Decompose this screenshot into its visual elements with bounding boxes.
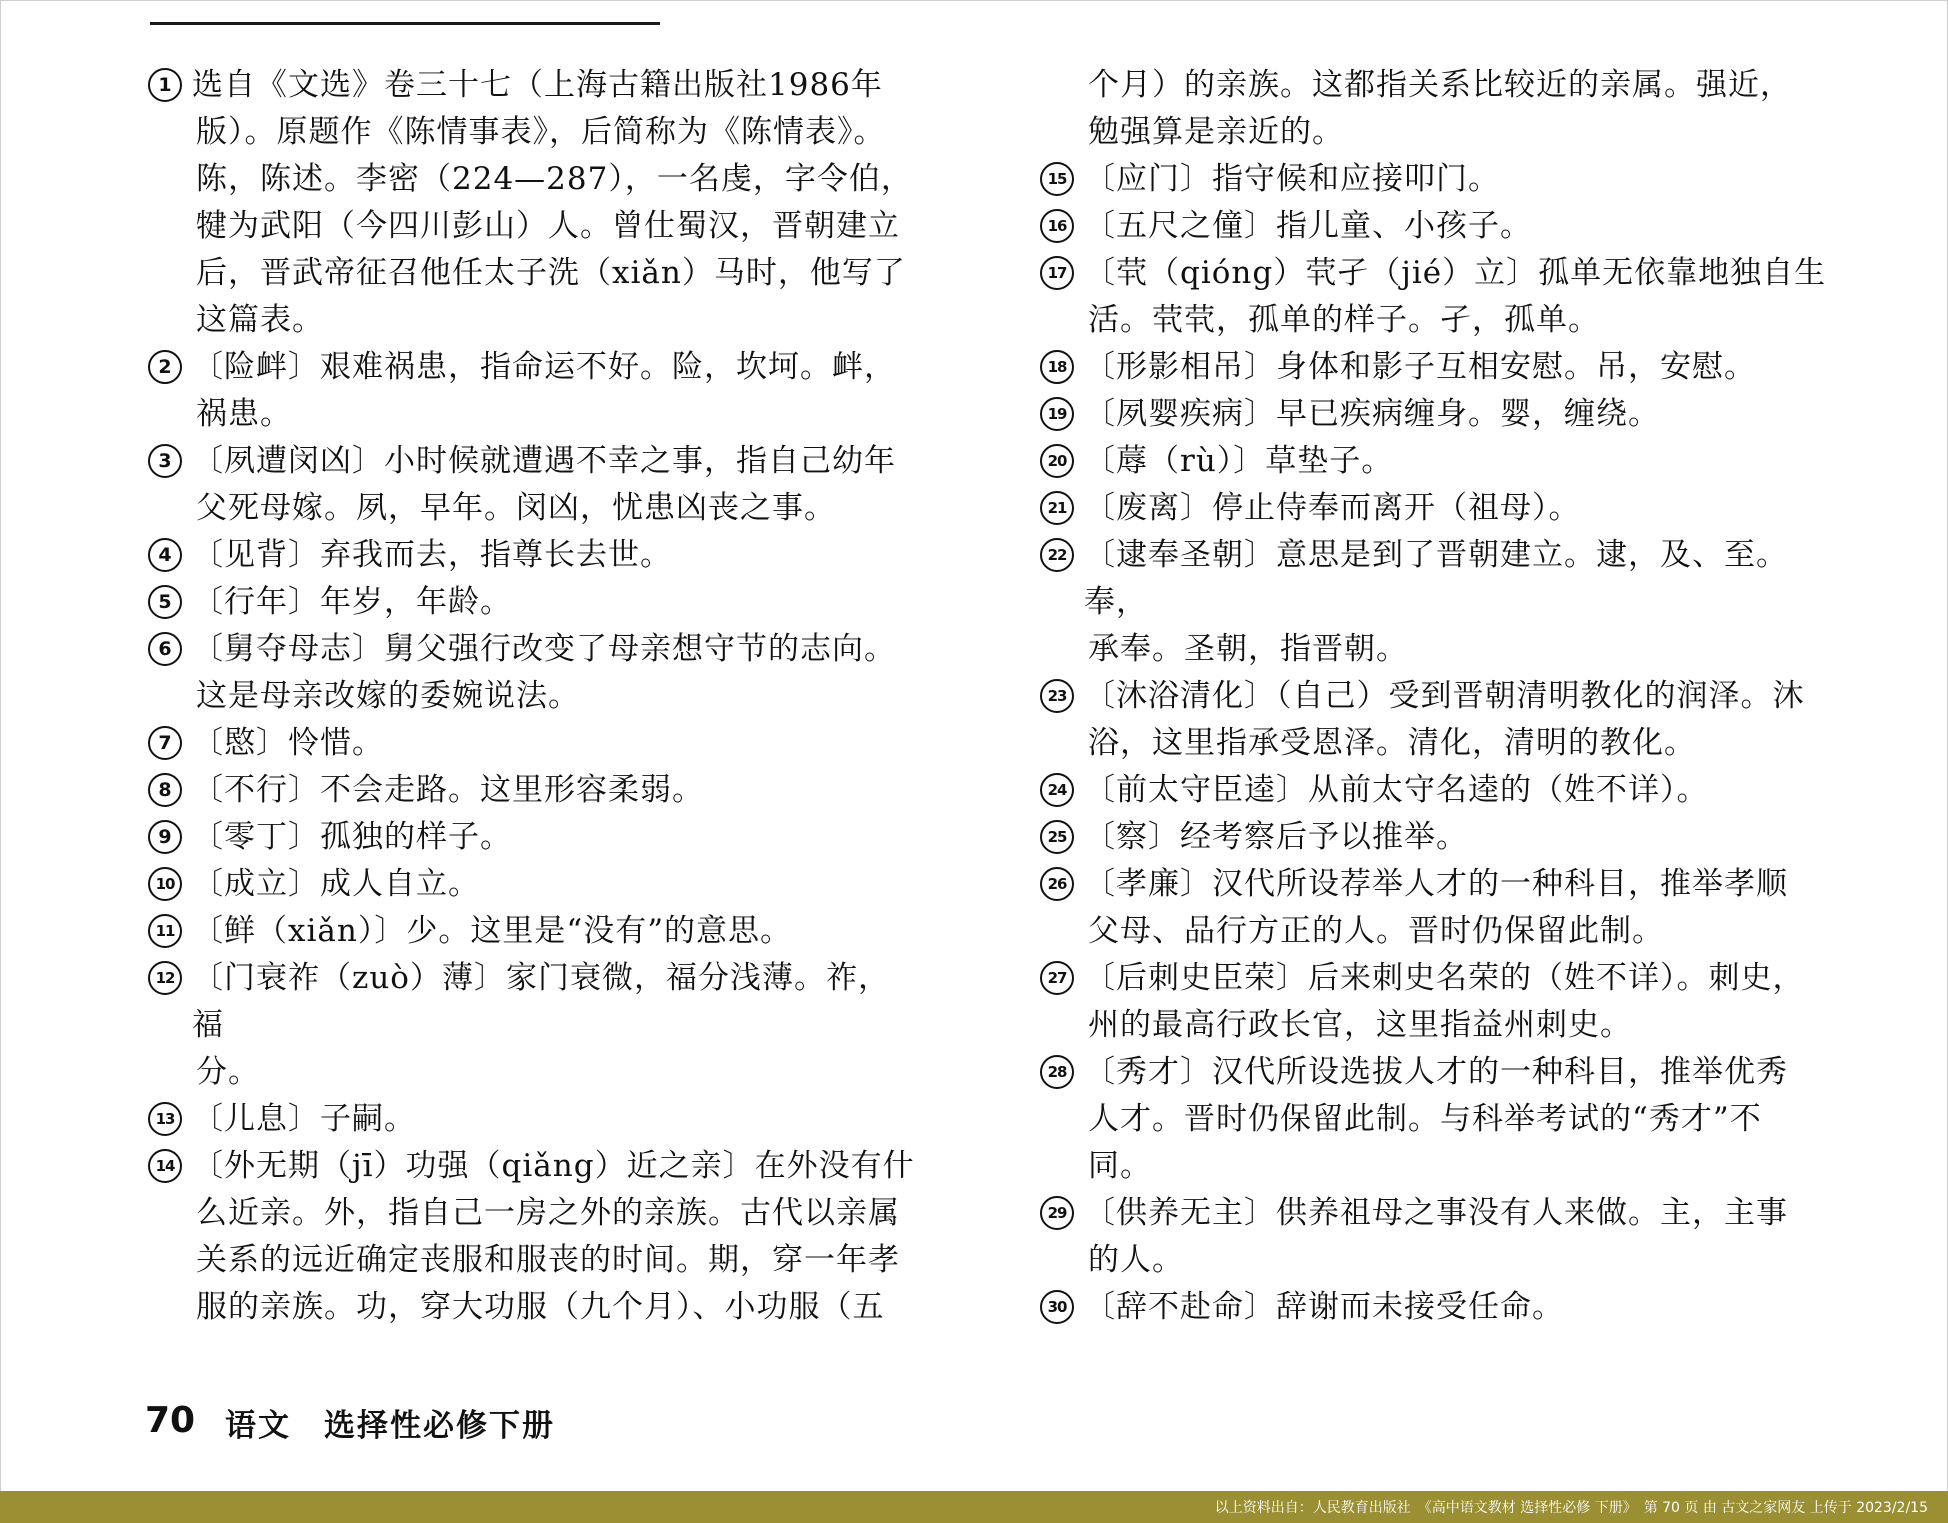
note-text: 勉强算是亲近的。 [1088, 114, 1344, 150]
note-continuation [148, 1284, 918, 1331]
note-text: 的人。 [1088, 1242, 1184, 1278]
source-bar [0, 1491, 1948, 1523]
source-text: 以上资料出自：人民教育出版社 《高中语文教材 选择性必修 下册》 第 70 页 由 古文之家网友 上传于 2023/2/15 [1214, 1500, 1928, 1516]
note-number: 23 [1040, 679, 1074, 713]
note-item [1040, 767, 1830, 814]
note-number: 1 [148, 68, 182, 102]
notes-column-left [148, 62, 918, 1331]
note-text: 〔险衅〕艰难祸患，指命运不好。险，坎坷。衅， [192, 349, 896, 385]
note-number: 18 [1040, 350, 1074, 384]
note-item [1040, 532, 1830, 626]
book-title: 语文 选择性必修下册 [225, 1408, 555, 1444]
note-text: 〔察〕经考察后予以推举。 [1084, 819, 1468, 855]
note-number: 25 [1040, 820, 1074, 854]
note-text: 〔茕（qióng）茕孑（jié）立〕孤单无依靠地独自生 [1084, 255, 1827, 291]
note-text: 服的亲族。功，穿大功服（九个月）、小功服（五 [196, 1289, 885, 1325]
note-text: 父母、品行方正的人。晋时仍保留此制。 [1088, 913, 1664, 949]
note-text: 〔前太守臣逵〕从前太守名逵的（姓不详）。 [1084, 772, 1709, 808]
note-number: 15 [1040, 162, 1074, 196]
note-continuation [1040, 1096, 1830, 1143]
note-item [1040, 391, 1830, 438]
note-text: 人才。晋时仍保留此制。与科举考试的“秀才”不 [1088, 1101, 1762, 1137]
note-number: 14 [148, 1149, 182, 1183]
note-number: 26 [1040, 867, 1074, 901]
note-text: 〔沐浴清化〕（自己）受到晋朝清明教化的润泽。沐 [1084, 678, 1805, 714]
top-rule [150, 22, 660, 25]
note-continuation [148, 156, 918, 203]
note-continuation [148, 203, 918, 250]
note-text: 分。 [196, 1054, 260, 1090]
note-item [148, 579, 918, 626]
note-text: 〔舅夺母志〕舅父强行改变了母亲想守节的志向。 [192, 631, 896, 667]
note-item [148, 438, 918, 485]
note-continuation [1040, 626, 1830, 673]
note-continuation [148, 250, 918, 297]
note-text: 祸患。 [196, 396, 292, 432]
note-number: 30 [1040, 1290, 1074, 1324]
note-number: 3 [148, 444, 182, 478]
note-continuation [1040, 62, 1830, 109]
note-item [1040, 673, 1830, 720]
note-continuation [148, 1237, 918, 1284]
note-text: 〔鲜（xiǎn）〕少。这里是“没有”的意思。 [192, 913, 793, 949]
note-text: 〔孝廉〕汉代所设荐举人才的一种科目，推举孝顺 [1084, 866, 1788, 902]
note-item [148, 1096, 918, 1143]
note-text: 〔成立〕成人自立。 [192, 866, 480, 902]
page-number: 70 [145, 1400, 196, 1441]
note-text: 〔愍〕怜惜。 [192, 725, 384, 761]
note-text: 〔逮奉圣朝〕意思是到了晋朝建立。逮，及、至。奉， [1084, 537, 1788, 620]
note-text: 〔供养无主〕供养祖母之事没有人来做。主，主事 [1084, 1195, 1788, 1231]
note-text: 〔蓐（rù）〕草垫子。 [1084, 443, 1394, 479]
note-item [1040, 1049, 1830, 1096]
note-text: 〔不行〕不会走路。这里形容柔弱。 [192, 772, 704, 808]
note-continuation [148, 1190, 918, 1237]
note-text: 〔夙婴疾病〕早已疾病缠身。婴，缠绕。 [1084, 396, 1660, 432]
note-text: 〔夙遭闵凶〕小时候就遭遇不幸之事，指自己幼年 [192, 443, 896, 479]
note-continuation [148, 297, 918, 344]
note-item [148, 767, 918, 814]
note-item [1040, 203, 1830, 250]
note-continuation [148, 391, 918, 438]
note-text: 〔儿息〕子嗣。 [192, 1101, 416, 1137]
note-item [1040, 861, 1830, 908]
note-number: 11 [148, 914, 182, 948]
note-text: 〔应门〕指守候和应接叩门。 [1084, 161, 1500, 197]
note-text: 个月）的亲族。这都指关系比较近的亲属。强近， [1088, 67, 1792, 103]
note-item [1040, 438, 1830, 485]
note-continuation [148, 673, 918, 720]
note-text: 〔门衰祚（zuò）薄〕家门衰微，福分浅薄。祚，福 [192, 960, 890, 1043]
note-item [1040, 250, 1830, 297]
note-continuation [1040, 109, 1830, 156]
note-number: 2 [148, 350, 182, 384]
note-text: 同。 [1088, 1148, 1152, 1184]
note-text: 么近亲。外，指自己一房之外的亲族。古代以亲属 [196, 1195, 900, 1231]
note-continuation [1040, 720, 1830, 767]
note-number: 19 [1040, 397, 1074, 431]
note-item [1040, 156, 1830, 203]
note-item [1040, 1190, 1830, 1237]
note-continuation [148, 109, 918, 156]
note-text: 这是母亲改嫁的委婉说法。 [196, 678, 580, 714]
note-text: 〔形影相吊〕身体和影子互相安慰。吊，安慰。 [1084, 349, 1756, 385]
note-item [1040, 1284, 1830, 1331]
note-text: 活。茕茕，孤单的样子。孑，孤单。 [1088, 302, 1600, 338]
note-text: 浴，这里指承受恩泽。清化，清明的教化。 [1088, 725, 1696, 761]
note-item [148, 344, 918, 391]
note-item [1040, 485, 1830, 532]
note-item [148, 62, 918, 109]
note-text: 版）。原题作《陈情事表》，后简称为《陈情表》。 [196, 114, 886, 150]
note-number: 7 [148, 726, 182, 760]
note-text: 〔行年〕年岁，年龄。 [192, 584, 512, 620]
note-text: 父死母嫁。夙，早年。闵凶，忧患凶丧之事。 [196, 490, 836, 526]
note-number: 4 [148, 538, 182, 572]
note-continuation [1040, 1002, 1830, 1049]
note-item [148, 861, 918, 908]
note-item [148, 814, 918, 861]
note-number: 24 [1040, 773, 1074, 807]
note-continuation [1040, 1143, 1830, 1190]
note-text: 〔零丁〕孤独的样子。 [192, 819, 512, 855]
note-item [148, 1143, 918, 1190]
note-number: 29 [1040, 1196, 1074, 1230]
note-number: 10 [148, 867, 182, 901]
note-item [1040, 344, 1830, 391]
note-item [148, 908, 918, 955]
note-continuation [148, 1049, 918, 1096]
note-continuation [1040, 297, 1830, 344]
note-number: 12 [148, 961, 182, 995]
note-item [148, 532, 918, 579]
note-text: 〔五尺之僮〕指儿童、小孩子。 [1084, 208, 1532, 244]
note-text: 〔辞不赴命〕辞谢而未接受任命。 [1084, 1289, 1564, 1325]
note-number: 16 [1040, 209, 1074, 243]
note-number: 6 [148, 632, 182, 666]
note-number: 20 [1040, 444, 1074, 478]
note-text: 后，晋武帝征召他任太子洗（xiǎn）马时，他写了 [196, 255, 906, 291]
note-number: 13 [148, 1102, 182, 1136]
note-text: 选自《文选》卷三十七（上海古籍出版社1986年 [192, 67, 883, 103]
note-text: 这篇表。 [196, 302, 324, 338]
note-text: 州的最高行政长官，这里指益州刺史。 [1088, 1007, 1632, 1043]
note-text: 关系的远近确定丧服和服丧的时间。期，穿一年孝 [196, 1242, 900, 1278]
note-number: 27 [1040, 961, 1074, 995]
note-text: 承奉。圣朝，指晋朝。 [1088, 631, 1408, 667]
note-text: 〔见背〕弃我而去，指尊长去世。 [192, 537, 672, 573]
note-item [148, 626, 918, 673]
note-item [148, 955, 918, 1049]
note-continuation [1040, 1237, 1830, 1284]
note-number: 8 [148, 773, 182, 807]
note-number: 5 [148, 585, 182, 619]
note-text: 〔外无期（jī）功强（qiǎng）近之亲〕在外没有什 [192, 1148, 915, 1184]
note-number: 28 [1040, 1055, 1074, 1089]
note-item [1040, 955, 1830, 1002]
note-text: 陈，陈述。李密（224—287），一名虔，字令伯， [196, 161, 913, 197]
note-text: 〔废离〕停止侍奉而离开（祖母）。 [1084, 490, 1581, 526]
note-continuation [1040, 908, 1830, 955]
note-number: 22 [1040, 538, 1074, 572]
note-continuation [148, 485, 918, 532]
note-item [1040, 814, 1830, 861]
note-number: 21 [1040, 491, 1074, 525]
note-text: 〔后刺史臣荣〕后来刺史名荣的（姓不详）。刺史， [1084, 960, 1805, 996]
note-text: 〔秀才〕汉代所设选拔人才的一种科目，推举优秀 [1084, 1054, 1788, 1090]
notes-column-right [1040, 62, 1830, 1331]
note-number: 9 [148, 820, 182, 854]
note-number: 17 [1040, 256, 1074, 290]
note-text: 犍为武阳（今四川彭山）人。曾仕蜀汉，晋朝建立 [196, 208, 900, 244]
note-item [148, 720, 918, 767]
